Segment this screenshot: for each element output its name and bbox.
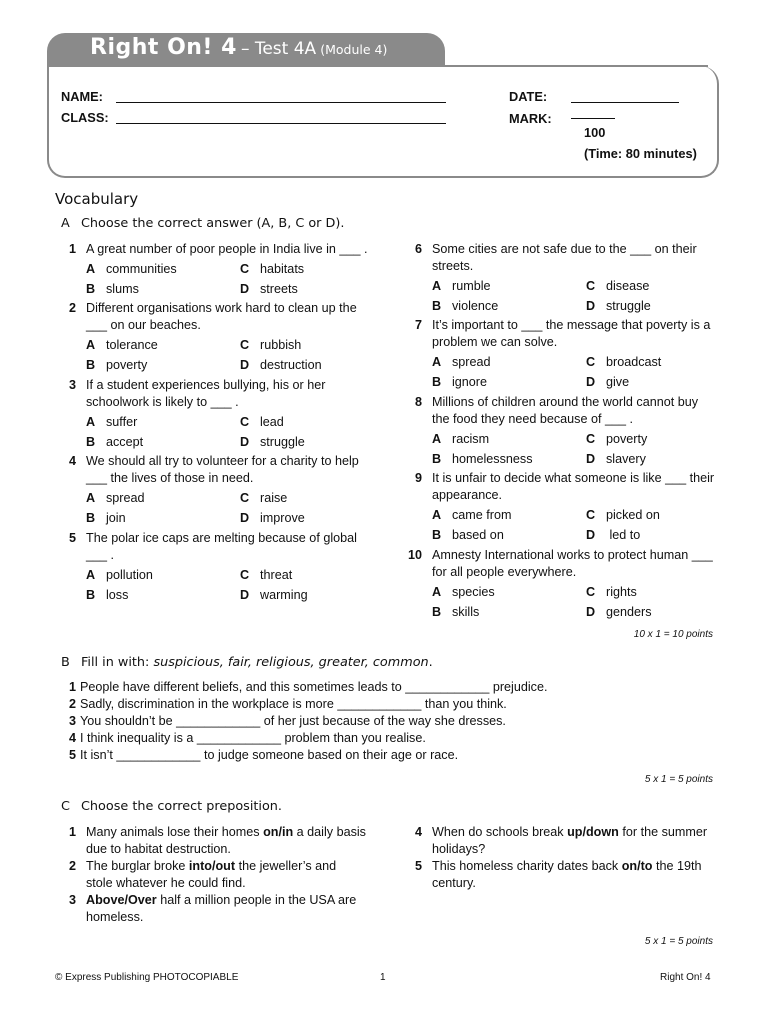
option-letter: A — [432, 279, 442, 293]
sentence-start: The burglar broke — [86, 859, 189, 873]
preposition-choice[interactable]: up/down — [567, 825, 619, 839]
options-row — [432, 527, 708, 547]
option-text: join — [106, 510, 126, 525]
preposition-choice[interactable]: into/out — [188, 859, 236, 873]
question-1 — [62, 241, 368, 300]
sentence-start: Many animals lose their homes — [86, 825, 264, 839]
question-9 — [408, 470, 715, 546]
mark-field[interactable] — [571, 118, 615, 119]
answer-option[interactable] — [432, 431, 489, 448]
item-text[interactable]: I think inequality is a ____________ problem than you realise. — [80, 731, 426, 745]
options-row — [86, 337, 362, 357]
section-title: Vocabulary — [55, 190, 139, 208]
student-info-box — [47, 66, 719, 178]
options-row — [432, 451, 708, 471]
option-letter: D — [586, 604, 596, 619]
option-letter: D — [586, 374, 596, 389]
option-letter: B — [86, 281, 96, 296]
question-number: 9 — [414, 471, 422, 485]
page-number: 1 — [380, 972, 386, 983]
question-stem: A great number of poor people in India live in ___ . — [86, 242, 368, 256]
option-letter: A — [432, 585, 442, 599]
fill-in-item-4 — [62, 730, 426, 747]
question-stem: It’s important to ___ the message that poverty is a problem we can solve. — [432, 318, 711, 349]
answer-option[interactable] — [586, 298, 651, 315]
part-b-instruction: B Fill in with: suspicious, fair, religious, greater, common. — [61, 655, 433, 670]
option-letter: D — [586, 527, 596, 542]
question-stem: Some cities are not safe due to the ___ on their streets. — [432, 242, 697, 273]
preposition-choice[interactable]: on/in — [263, 825, 294, 839]
sentence-end: the jeweller’s and stole whatever he could find. — [86, 859, 337, 890]
option-text: poverty — [106, 357, 148, 372]
option-text: poverty — [606, 432, 648, 446]
options-row — [86, 434, 362, 454]
preposition-item-4 — [408, 824, 708, 858]
options-row — [86, 490, 362, 510]
option-letter: C — [586, 279, 596, 293]
class-field[interactable] — [116, 123, 446, 124]
footer-copyright: © Express Publishing PHOTOCOPIABLE — [55, 972, 239, 983]
option-letter: A — [86, 568, 96, 582]
fill-in-item-2 — [62, 696, 507, 713]
options-row — [86, 567, 362, 587]
question-stem: The polar ice caps are melting because of global ___ . — [86, 531, 357, 562]
answer-option[interactable] — [240, 357, 322, 374]
item-sentence — [432, 858, 712, 892]
name-field[interactable] — [116, 102, 446, 103]
preposition-choice[interactable]: on/to — [621, 859, 653, 873]
options-row — [432, 278, 708, 298]
option-text: warming — [260, 587, 308, 602]
option-text: struggle — [260, 434, 305, 449]
option-letter: B — [432, 451, 442, 466]
answer-option[interactable] — [86, 434, 143, 451]
item-number: 4 — [68, 731, 76, 745]
option-text: picked on — [606, 508, 660, 522]
question-7 — [408, 317, 711, 393]
item-sentence — [86, 858, 366, 892]
item-number: 2 — [68, 697, 76, 711]
item-sentence — [86, 824, 366, 858]
item-sentence — [432, 824, 712, 858]
answer-options — [432, 507, 708, 546]
option-letter: C — [586, 432, 596, 446]
option-text: rubbish — [260, 338, 302, 352]
answer-options — [86, 414, 362, 453]
footer-title: Right On! 4 — [660, 972, 711, 983]
option-letter: B — [86, 510, 96, 525]
answer-option[interactable] — [86, 281, 139, 298]
option-text: spread — [106, 491, 145, 505]
part-a-points: 10 x 1 = 10 points — [633, 629, 713, 640]
option-text: lead — [260, 415, 284, 429]
item-number: 3 — [68, 893, 76, 907]
answer-option[interactable] — [86, 490, 145, 507]
test-title: Right On! 4 – Test 4A (Module 4) — [90, 35, 388, 60]
question-10 — [408, 547, 713, 623]
options-row — [86, 414, 362, 434]
answer-option[interactable] — [432, 374, 487, 391]
answer-options — [86, 490, 362, 529]
option-letter: A — [86, 491, 96, 505]
answer-option[interactable] — [432, 507, 511, 524]
option-text: destruction — [260, 357, 322, 372]
option-text: led to — [606, 527, 641, 542]
answer-option[interactable] — [86, 587, 128, 604]
part-c-instruction: C Choose the correct preposition. — [61, 799, 282, 814]
option-letter: D — [240, 510, 250, 525]
name-label: NAME: — [61, 89, 103, 104]
option-text: genders — [606, 604, 652, 619]
answer-option[interactable] — [86, 510, 126, 527]
answer-option[interactable] — [240, 510, 305, 527]
options-row — [432, 354, 708, 374]
option-letter: D — [586, 298, 596, 313]
option-text: give — [606, 374, 630, 389]
option-letter: C — [240, 568, 250, 582]
preposition-item-1 — [62, 824, 366, 858]
option-letter: C — [586, 355, 596, 369]
option-letter: A — [86, 338, 96, 352]
option-text: streets — [260, 281, 298, 296]
date-field[interactable] — [571, 102, 679, 103]
item-number: 4 — [414, 825, 422, 839]
preposition-item-5 — [408, 858, 708, 892]
option-letter: A — [432, 508, 442, 522]
item-number: 1 — [68, 680, 76, 694]
option-text: rights — [606, 585, 637, 599]
question-number: 7 — [414, 318, 422, 332]
question-number: 3 — [68, 378, 76, 392]
time-limit: (Time: 80 minutes) — [584, 146, 697, 161]
answer-option[interactable] — [432, 527, 504, 544]
options-row — [432, 507, 708, 527]
answer-option[interactable] — [432, 278, 491, 295]
answer-option[interactable] — [586, 278, 649, 295]
answer-option[interactable] — [586, 527, 640, 544]
answer-options — [432, 278, 708, 317]
answer-option[interactable] — [86, 414, 137, 431]
options-row — [86, 357, 362, 377]
question-number: 10 — [408, 548, 423, 562]
option-text: pollution — [106, 568, 153, 582]
question-number: 5 — [68, 531, 76, 545]
option-text: skills — [452, 604, 480, 619]
question-number: 2 — [68, 301, 76, 315]
options-row — [432, 431, 708, 451]
option-letter: B — [86, 357, 96, 372]
question-5 — [62, 530, 362, 606]
option-text: ignore — [452, 374, 488, 389]
options-row — [86, 261, 362, 281]
item-number: 5 — [414, 859, 422, 873]
option-letter: B — [432, 374, 442, 389]
option-text: threat — [260, 568, 293, 582]
option-letter: A — [432, 355, 442, 369]
answer-option[interactable] — [586, 451, 646, 468]
options-row — [432, 374, 708, 394]
question-stem: It is unfair to decide what someone is like ___ their appearance. — [432, 471, 715, 502]
item-number: 2 — [68, 859, 76, 873]
options-row — [432, 584, 708, 604]
answer-option[interactable] — [586, 354, 661, 371]
answer-options — [432, 584, 708, 623]
part-a-instruction: A Choose the correct answer (A, B, C or D). — [61, 216, 345, 231]
item-sentence — [86, 892, 366, 926]
answer-option[interactable] — [432, 354, 491, 371]
options-row — [86, 587, 362, 607]
option-letter: B — [432, 604, 442, 619]
answer-option[interactable] — [240, 567, 292, 584]
option-letter: C — [240, 262, 250, 276]
question-6 — [408, 241, 708, 317]
answer-options — [86, 337, 362, 376]
option-letter: A — [86, 415, 96, 429]
item-text[interactable]: Sadly, discrimination in the workplace is more ____________ than you think. — [80, 697, 507, 711]
option-text: based on — [452, 527, 504, 542]
answer-option[interactable] — [240, 261, 304, 278]
option-text: racism — [452, 432, 490, 446]
option-letter: C — [586, 585, 596, 599]
option-text: rumble — [452, 279, 491, 293]
option-text: came from — [452, 508, 512, 522]
option-text: slavery — [606, 451, 646, 466]
option-letter: A — [86, 262, 96, 276]
item-text[interactable]: It isn’t ____________ to judge someone based on their age or race. — [80, 748, 459, 762]
options-row — [432, 604, 708, 624]
option-text: species — [452, 585, 495, 599]
answer-option[interactable] — [240, 414, 284, 431]
mark-total: 100 — [584, 125, 606, 140]
option-letter: D — [586, 451, 596, 466]
option-letter: B — [432, 298, 442, 313]
question-number: 1 — [68, 242, 76, 256]
item-text[interactable]: People have different beliefs, and this sometimes leads to ____________ prejudice. — [80, 680, 548, 694]
question-4 — [62, 453, 362, 529]
sentence-end: a daily basis due to habitat destruction. — [86, 825, 366, 856]
part-c-points: 5 x 1 = 5 points — [644, 936, 713, 947]
answer-option[interactable] — [86, 357, 147, 374]
option-letter: C — [586, 508, 596, 522]
option-letter: A — [432, 432, 442, 446]
preposition-item-3 — [62, 892, 362, 926]
fill-in-item-1 — [62, 679, 547, 696]
answer-option[interactable] — [432, 604, 479, 621]
option-letter: D — [240, 281, 250, 296]
answer-option[interactable] — [432, 584, 495, 601]
date-label: DATE: — [509, 89, 548, 104]
option-letter: C — [240, 338, 250, 352]
item-number: 3 — [68, 714, 76, 728]
option-text: struggle — [606, 298, 651, 313]
preposition-item-2 — [62, 858, 362, 892]
answer-option[interactable] — [586, 507, 660, 524]
answer-option[interactable] — [240, 434, 305, 451]
answer-option[interactable] — [240, 337, 301, 354]
answer-option[interactable] — [586, 604, 652, 621]
answer-options — [432, 431, 708, 470]
question-2 — [62, 300, 362, 376]
sentence-end: the 19th century. — [432, 859, 702, 890]
mark-label: MARK: — [509, 111, 552, 126]
question-8 — [408, 394, 708, 470]
question-number: 8 — [414, 395, 422, 409]
answer-option[interactable] — [240, 281, 298, 298]
question-stem: We should all try to volunteer for a charity to help ___ the lives of those in need. — [86, 454, 359, 485]
answer-options — [86, 567, 362, 606]
option-letter: B — [86, 587, 96, 602]
question-stem: Different organisations work hard to clean up the ___ on our beaches. — [86, 301, 357, 332]
answer-option[interactable] — [586, 431, 647, 448]
option-letter: D — [240, 357, 250, 372]
option-text: slums — [106, 281, 139, 296]
option-letter: B — [432, 527, 442, 542]
answer-option[interactable] — [432, 298, 498, 315]
option-text: habitats — [260, 262, 305, 276]
option-text: communities — [106, 262, 177, 276]
option-text: improve — [260, 510, 305, 525]
fill-in-item-5 — [62, 747, 458, 764]
option-letter: C — [240, 415, 250, 429]
sentence-end: half a million people in the USA are homeless. — [86, 893, 357, 924]
option-text: suffer — [106, 415, 138, 429]
question-stem: Amnesty International works to protect human ___ for all people everywhere. — [432, 548, 713, 579]
option-letter: B — [86, 434, 96, 449]
option-text: broadcast — [606, 355, 662, 369]
options-row — [432, 298, 708, 318]
answer-option[interactable] — [240, 587, 308, 604]
option-text: accept — [106, 434, 144, 449]
sentence-end: for the summer holidays? — [432, 825, 708, 856]
fill-in-item-3 — [62, 713, 506, 730]
question-stem: If a student experiences bullying, his or her schoolwork is likely to ___ . — [86, 378, 326, 409]
preposition-choice[interactable]: Above/Over — [86, 893, 157, 907]
question-number: 4 — [68, 454, 76, 468]
answer-option[interactable] — [86, 337, 158, 354]
answer-options — [432, 354, 708, 393]
answer-option[interactable] — [586, 374, 629, 391]
question-number: 6 — [414, 242, 422, 256]
option-text: violence — [452, 298, 499, 313]
answer-options — [86, 261, 362, 300]
option-text: loss — [106, 587, 129, 602]
option-letter: D — [240, 587, 250, 602]
option-text: homelessness — [452, 451, 533, 466]
option-letter: D — [240, 434, 250, 449]
options-row — [86, 510, 362, 530]
class-label: CLASS: — [61, 110, 109, 125]
answer-option[interactable] — [586, 584, 637, 601]
option-text: disease — [606, 279, 650, 293]
part-b-points: 5 x 1 = 5 points — [644, 774, 713, 785]
item-number: 5 — [68, 748, 76, 762]
option-text: spread — [452, 355, 491, 369]
sentence-start: This homeless charity dates back — [432, 859, 622, 873]
answer-option[interactable] — [86, 261, 177, 278]
answer-option[interactable] — [240, 490, 287, 507]
answer-option[interactable] — [432, 451, 533, 468]
option-letter: C — [240, 491, 250, 505]
item-text[interactable]: You shouldn’t be ____________ of her just because of the way she dresses. — [80, 714, 506, 728]
option-text: tolerance — [106, 338, 158, 352]
item-number: 1 — [68, 825, 76, 839]
sentence-start: When do schools break — [432, 825, 568, 839]
question-stem: Millions of children around the world cannot buy the food they need because of ___ . — [432, 395, 699, 426]
question-3 — [62, 377, 362, 453]
option-text: raise — [260, 491, 288, 505]
options-row — [86, 281, 362, 301]
answer-option[interactable] — [86, 567, 153, 584]
